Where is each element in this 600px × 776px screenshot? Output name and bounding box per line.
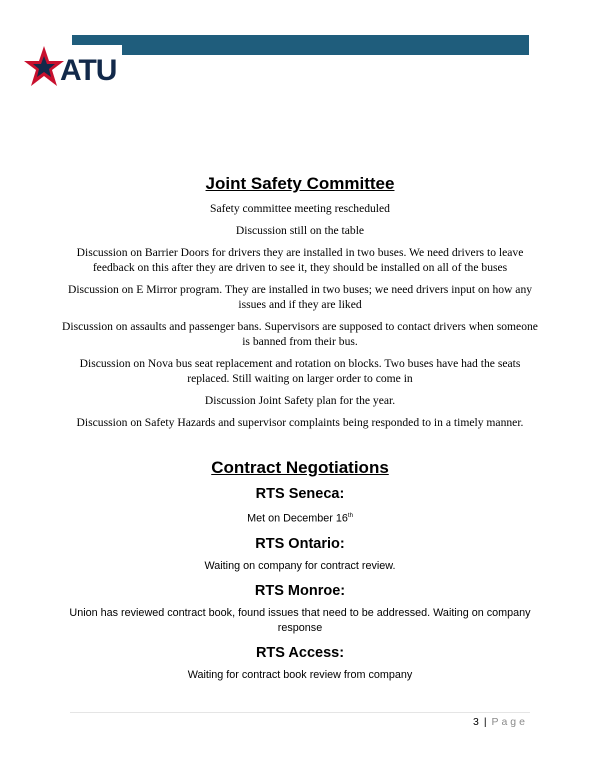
paragraph: Discussion on Barrier Doors for drivers they are installed in two buses. We need drivers to leave feedback on this after they are driven to see it, they should be installed on all of the buses xyxy=(76,246,524,274)
page-number: 3 xyxy=(473,716,479,728)
header-bar xyxy=(72,35,529,55)
monroe-title: RTS Monroe: xyxy=(254,582,346,599)
atu-logo xyxy=(22,44,127,94)
paragraph: Safety committee meeting rescheduled xyxy=(210,202,390,215)
seneca-text: Met on December 16th xyxy=(247,512,353,525)
ontario-title: RTS Ontario: xyxy=(255,535,345,552)
seneca-title: RTS Seneca: xyxy=(255,486,345,502)
joint-safety-title: Joint Safety Committee xyxy=(205,174,395,193)
paragraph: Discussion on Nova bus seat replacement and rotation on blocks. Two buses have had the seats replaced. Still waiting on larger order to come in xyxy=(79,357,521,385)
ontario-text: Waiting on company for contract review. xyxy=(204,559,396,572)
contract-negotiations-section xyxy=(60,458,540,691)
logo-text: ATU xyxy=(60,54,117,87)
paragraph: Discussion on E Mirror program. They are installed in two buses; we need drivers input on how any issues and if they are liked xyxy=(67,283,533,311)
footer-separator: | xyxy=(483,716,487,728)
footer-divider xyxy=(70,712,530,713)
paragraph: Discussion on Safety Hazards and supervisor complaints being responded to in a timely manner. xyxy=(76,416,524,429)
paragraph: Discussion Joint Safety plan for the year. xyxy=(204,394,396,407)
access-text: Waiting for contract book review from company xyxy=(187,668,413,681)
access-title: RTS Access: xyxy=(255,644,345,661)
contract-title: Contract Negotiations xyxy=(211,458,389,477)
joint-safety-section xyxy=(60,174,540,437)
page-label: Page xyxy=(491,716,528,728)
paragraph: Discussion still on the table xyxy=(235,224,365,237)
monroe-text: Union has reviewed contract book, found issues that need to be addressed. Waiting on company response xyxy=(69,606,531,634)
page-footer xyxy=(473,716,528,728)
paragraph: Discussion on assaults and passenger bans. Supervisors are supposed to contact drivers when someone is banned from their bus. xyxy=(62,320,538,348)
